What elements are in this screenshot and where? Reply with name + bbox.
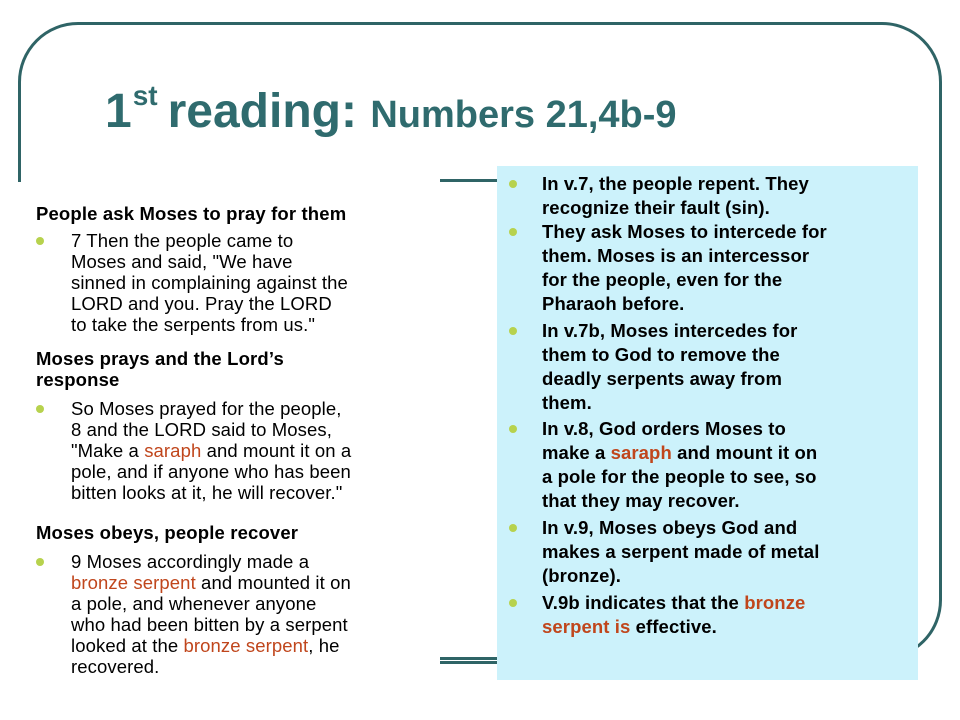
highlight-saraph: saraph [610, 442, 672, 463]
section-heading-3: Moses obeys, people recover [36, 522, 299, 543]
bullet-icon [509, 425, 517, 433]
slide-title [105, 66, 677, 145]
right-point-3: In v.7b, Moses intercedes for them to God to remove the deadly serpents away from them. [542, 320, 798, 413]
bullet-icon [509, 180, 517, 188]
highlight-bronze: bronze [744, 592, 806, 613]
section-heading-2: Moses prays and the Lord’s response [36, 348, 284, 390]
bullet-icon [36, 558, 44, 566]
bullet-icon [509, 327, 517, 335]
title-superscript: st [132, 80, 158, 111]
left-panel [0, 182, 440, 720]
bullet-text: 9 Moses accordingly made a bronze serpent and mounted it on a pole, and whenever anyone who had been bitten by a serpent looked at the bronze serpent, he recovered. [71, 551, 351, 677]
title-number: 1 [105, 85, 132, 138]
title-reference: Numbers 21,4b-9 [370, 94, 677, 136]
bullet-icon [509, 228, 517, 236]
right-point-6: V.9b indicates that the bronze serpent is effective. [542, 592, 806, 637]
title-word: reading: [167, 85, 357, 138]
right-point-1: In v.7, the people repent. They recognize their fault (sin). [542, 173, 809, 218]
section-heading-1: People ask Moses to pray for them [36, 203, 347, 224]
highlight-bronze-serpent: bronze serpent [183, 635, 309, 656]
connector-line-bottom [440, 661, 497, 664]
right-point-2: They ask Moses to intercede for them. Moses is an intercessor for the people, even for the Pharaoh before. [542, 221, 827, 314]
right-panel [497, 166, 918, 680]
bullet-icon [509, 599, 517, 607]
right-point-5: In v.9, Moses obeys God and makes a serpent made of metal (bronze). [542, 517, 820, 586]
bullet-icon [36, 405, 44, 413]
bullet-text: 7 Then the people came to Moses and said, "We have sinned in complaining against the LORD and you. Pray the LORD to take the serpents from us." [71, 230, 348, 335]
highlight-saraph: saraph [144, 440, 202, 461]
bullet-icon [36, 237, 44, 245]
bullet-icon [509, 524, 517, 532]
highlight-bronze-serpent: bronze serpent [71, 572, 196, 593]
connector-line-top [440, 179, 497, 182]
highlight-serpent-is: serpent is [542, 616, 631, 637]
right-point-4: In v.8, God orders Moses to make a saraph and mount it on a pole for the people to see, so that they may recover. [542, 418, 818, 511]
bullet-text: So Moses prayed for the people, 8 and the LORD said to Moses, "Make a saraph and mount it on a pole, and if anyone who has been bitten looks at it, he will recover." [71, 398, 352, 503]
